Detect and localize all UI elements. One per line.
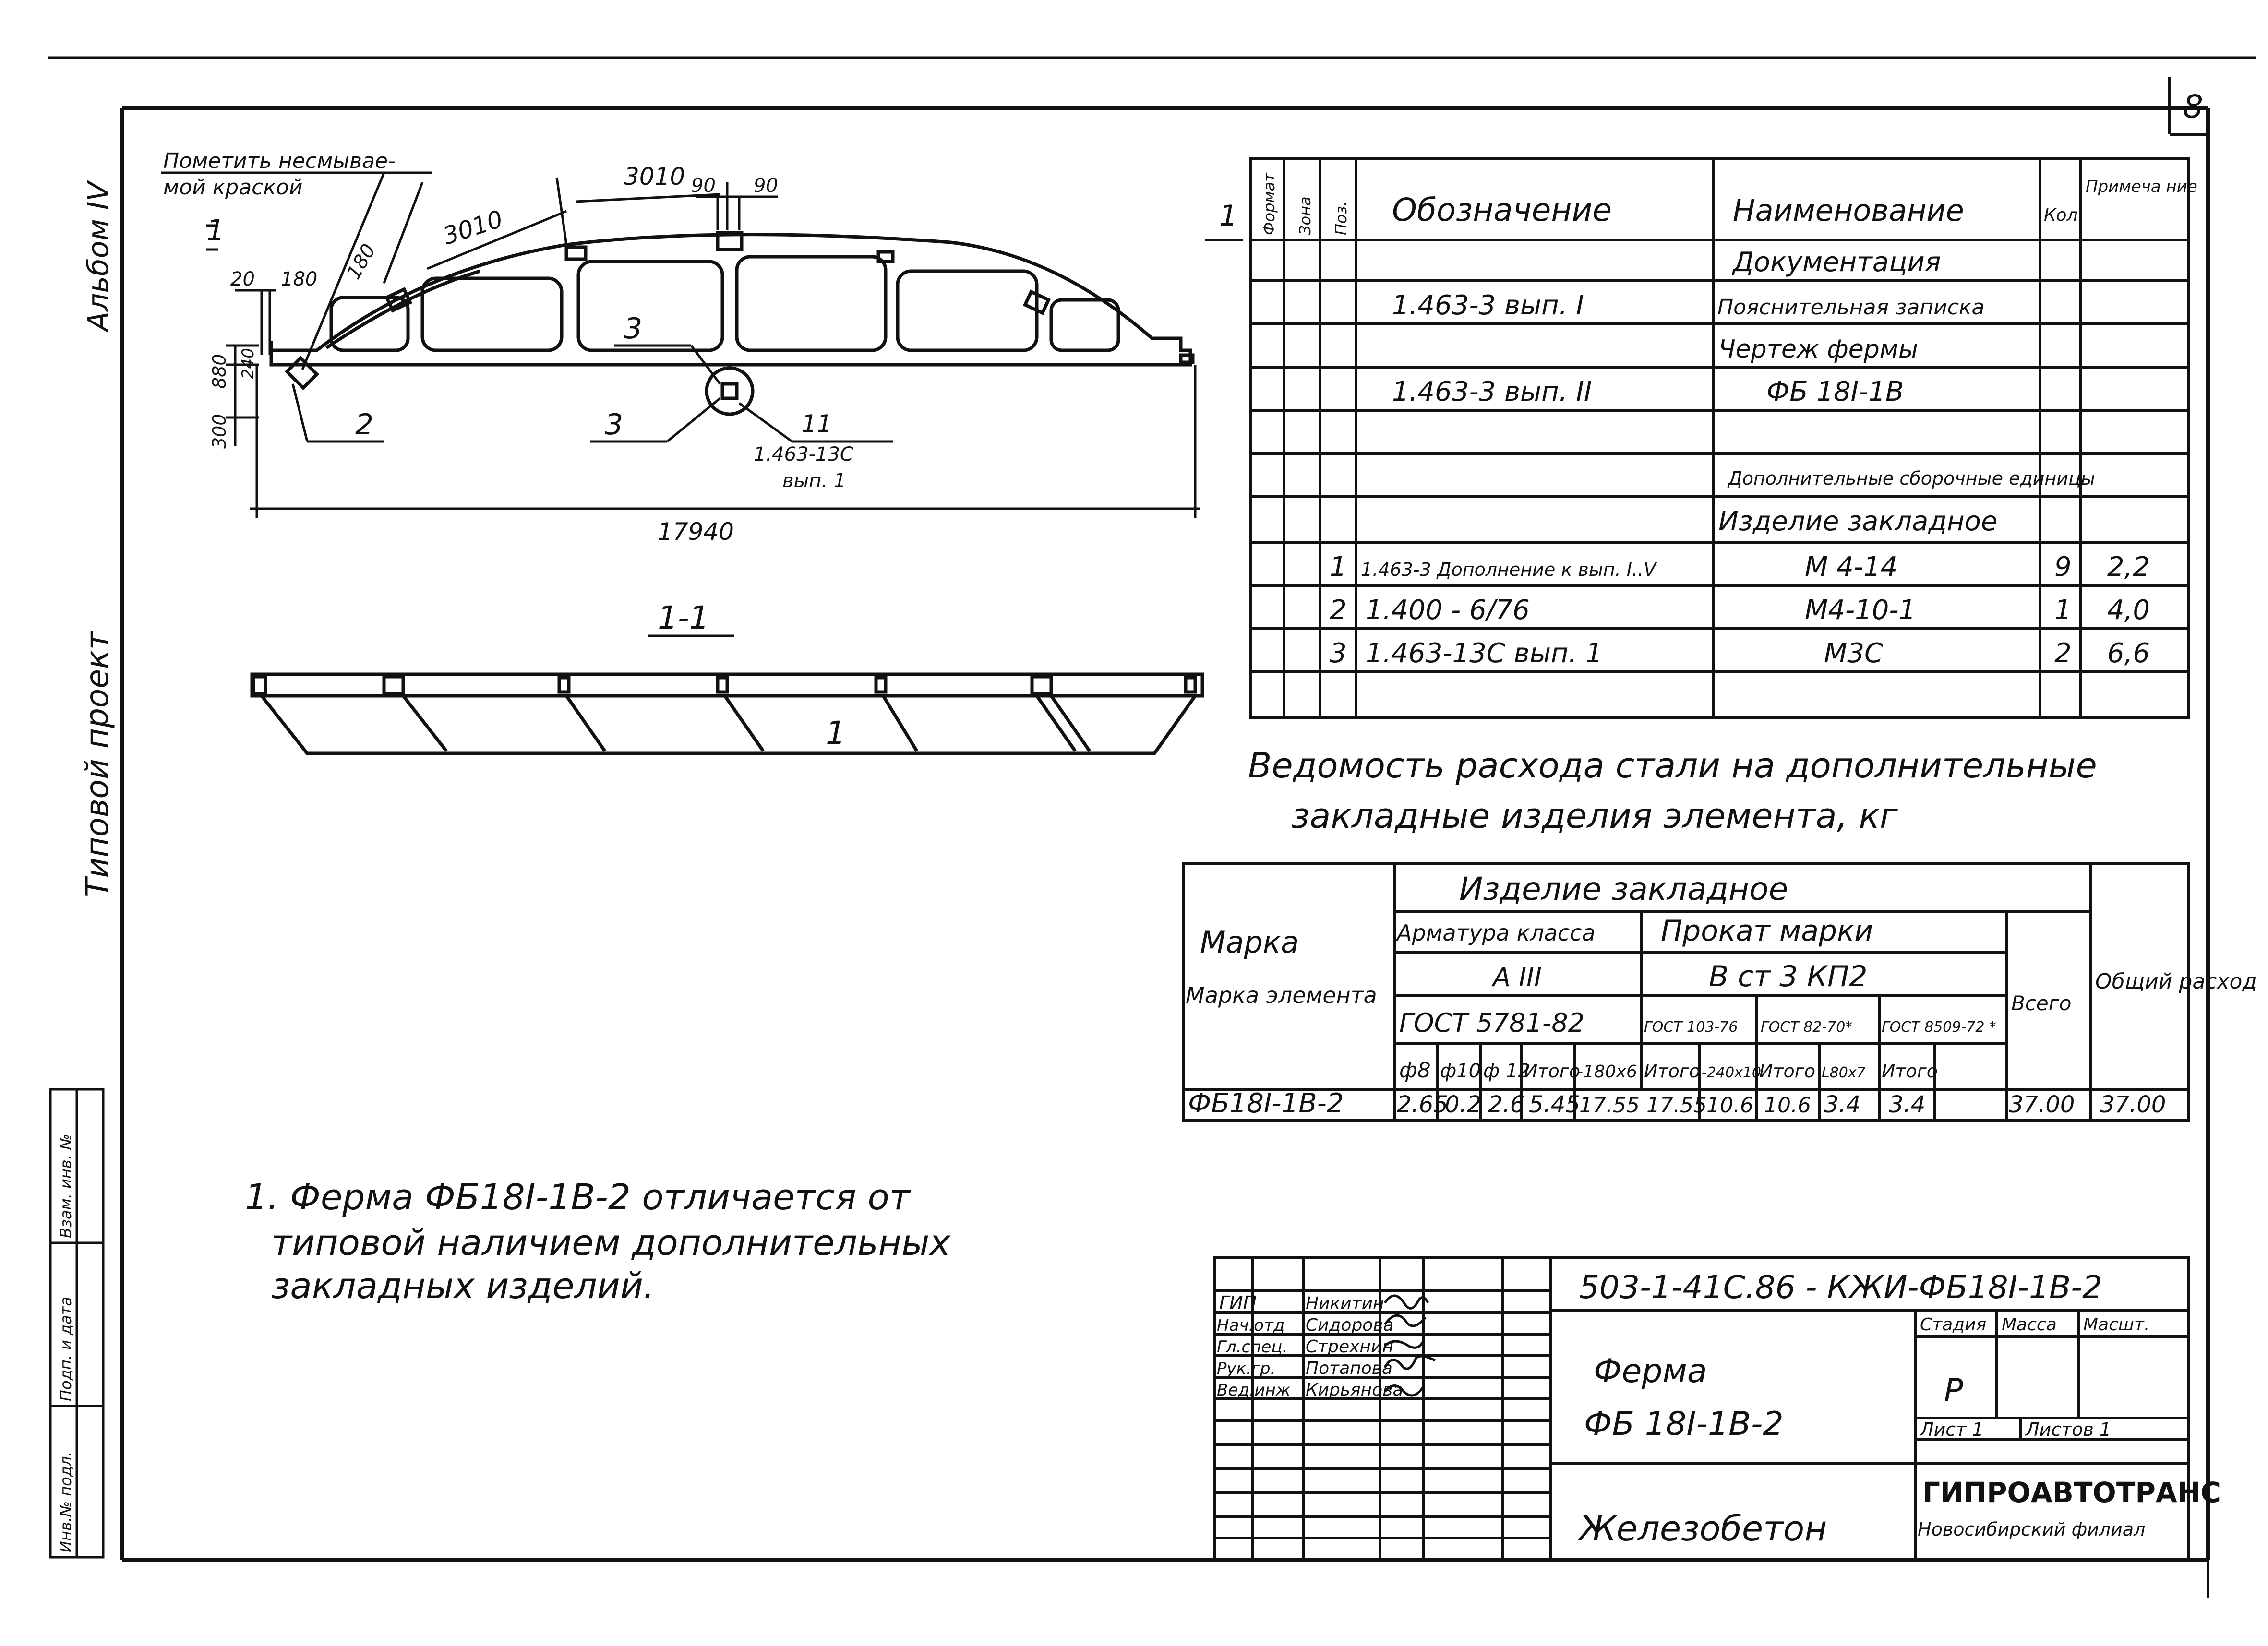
tb-stage: Р (1944, 1372, 1963, 1409)
stamp-sign: Подп. и дата (57, 1297, 75, 1401)
steel-h-general: Общий расход (2095, 969, 2257, 994)
spec-row-designation: 1.463-3 вып. II (1392, 376, 1592, 407)
project-label: Типовой проект (79, 631, 116, 897)
tb-role: Нач.отд (1217, 1316, 1285, 1335)
tb-org: ГИПРОАВТОТРАНС (1922, 1476, 2221, 1509)
spec-row-name: Дополнительные сборочные единицы (1728, 468, 2095, 489)
spec-h-designation: Обозначение (1392, 191, 1612, 228)
note-line-1: 1. Ферма ФБ18I-1В-2 отличается от (245, 1177, 910, 1218)
steel-cell: 10.6 (1764, 1093, 1811, 1118)
dim-300: 300 (209, 414, 230, 449)
album-label: Альбом IV (82, 181, 115, 331)
dim-180-top: 180 (342, 240, 380, 283)
spec-h-name: Наименование (1733, 193, 1964, 228)
spec-row-designation: 1.463-13С вып. 1 (1366, 638, 1603, 669)
note-line-3: закладных изделий. (271, 1265, 655, 1307)
detail-ref-code: 1.463-13С (754, 443, 853, 465)
section-pos-label: 1 (826, 715, 846, 751)
spec-rows (1330, 247, 2150, 669)
tb-stage-label: Стадия (1920, 1315, 1987, 1335)
steel-h-mark-full: Марка элемента (1186, 982, 1377, 1008)
dim-20: 20 (230, 268, 255, 290)
tb-code: 503-1-41С.86 - КЖИ-ФБ18I-1В-2 (1579, 1269, 2102, 1306)
spec-row-name: ФБ 18I-1В (1766, 376, 1904, 407)
tb-sheet: Лист 1 (1920, 1419, 1984, 1440)
steel-h-gost-c: ГОСТ 8509-72 * (1882, 1019, 1997, 1036)
dim-880: 880 (209, 354, 230, 389)
tb-name: Стрехнин (1306, 1337, 1393, 1357)
callout-3-upper: 3 (624, 312, 643, 346)
spec-table (1205, 158, 2189, 717)
steel-h-gost-b: ГОСТ 82-70* (1761, 1019, 1853, 1036)
steel-h-gost-a: ГОСТ 103-76 (1644, 1019, 1738, 1036)
steel-data-row (1188, 1088, 2166, 1119)
tb-scale-label: Масшт. (2083, 1315, 2150, 1335)
sheet-frame (48, 58, 2256, 1598)
spec-row-pos: 2 (1330, 595, 1347, 626)
tb-name: Никитин (1306, 1294, 1384, 1313)
dim-length: 17940 (658, 518, 734, 546)
tb-name: Потапова (1306, 1359, 1392, 1378)
steel-subhead: Итого (1644, 1061, 1701, 1082)
spec-h-note: Примеча ние (2086, 177, 2197, 196)
steel-subhead: Итого (1882, 1061, 1938, 1082)
steel-h-mark: Марка (1200, 925, 1299, 960)
paint-note-2: мой краской (163, 175, 303, 200)
stamp-inv: Инв.№ подл. (57, 1451, 75, 1552)
steel-title-2: закладные изделия элемента, кг (1291, 796, 1898, 836)
spec-row-pos: 3 (1330, 638, 1347, 669)
tb-object-2: ФБ 18I-1В-2 (1584, 1405, 1784, 1443)
steel-row-mark: ФБ18I-1В-2 (1188, 1088, 1344, 1119)
elev-section-mark: 1 (206, 214, 225, 247)
tb-role: Гл.спец. (1217, 1337, 1288, 1357)
spec-row-name: М4-10-1 (1805, 595, 1916, 626)
steel-cell: 3.4 (1824, 1091, 1861, 1118)
spec-row-name: Изделие закладное (1718, 506, 1998, 537)
section-view (252, 674, 1202, 753)
tb-material: Железобетон (1579, 1508, 1827, 1549)
steel-h-rebar-grade: А III (1493, 962, 1542, 992)
truss-elevation (271, 233, 1193, 414)
tb-object-1: Ферма (1594, 1352, 1707, 1390)
spec-row-name: М 4-14 (1805, 551, 1898, 583)
spec-row-qty: 2 (2054, 638, 2072, 669)
steel-h-rolled-grade: В ст 3 КП2 (1709, 960, 1868, 993)
spec-h-pos: Поз. (1332, 201, 1350, 235)
detail-ref-num: 11 (802, 410, 832, 438)
steel-h-rebar-gost: ГОСТ 5781-82 (1399, 1008, 1585, 1038)
steel-cell: 2.6 (1488, 1091, 1525, 1118)
steel-cell-total: 37.00 (2009, 1091, 2075, 1118)
dim-240: 240 (239, 348, 258, 379)
note-line-2: типовой наличием дополнительных (271, 1222, 951, 1264)
tb-name: Кирьянова (1306, 1380, 1404, 1400)
tb-mass-label: Масса (2002, 1315, 2057, 1335)
tb-role: ГИП (1219, 1292, 1257, 1313)
steel-subhead: -180х6 (1577, 1062, 1637, 1082)
elevation-dimensions (161, 173, 1200, 518)
spec-row-note: 6,6 (2107, 638, 2150, 669)
spec-row-name: Документация (1733, 247, 1941, 278)
dim-90-a: 90 (691, 175, 716, 197)
steel-subhead: ф8 (1399, 1058, 1431, 1083)
tb-branch: Новосибирский филиал (1918, 1519, 2146, 1540)
steel-subhead: -240х10 (1702, 1064, 1762, 1081)
spec-row-designation: 1.463-3 вып. I (1392, 290, 1584, 321)
spec-row-name: Чертеж фермы (1718, 335, 1919, 364)
steel-subhead: Итого (1524, 1061, 1581, 1082)
dim-3010-left: 3010 (439, 204, 506, 250)
steel-cell: 10.6 (1706, 1093, 1753, 1118)
steel-cell: 17.55 (1579, 1093, 1640, 1118)
spec-row-qty: 9 (2054, 551, 2072, 583)
spec-row-name: Пояснительная записка (1717, 295, 1985, 320)
spec-mark: 1 (1219, 199, 1238, 233)
tb-name: Сидорова (1306, 1315, 1394, 1335)
steel-h-item: Изделие закладное (1459, 871, 1788, 907)
callout-2: 2 (355, 408, 374, 441)
title-block-roles (1217, 1292, 1404, 1400)
stamp-replace: Взам. инв. № (57, 1133, 75, 1238)
dim-180-small: 180 (281, 268, 318, 290)
tb-role: Вед.инж (1217, 1381, 1291, 1400)
sheet-number: 8 (2183, 88, 2203, 125)
callout-3-lower: 3 (605, 408, 624, 441)
steel-cell: 3.4 (1889, 1091, 1926, 1118)
spec-row-note: 2,2 (2107, 551, 2150, 583)
steel-title-1: Ведомость расхода стали на дополнительные (1248, 745, 2097, 786)
tb-role: Рук.гр. (1217, 1359, 1276, 1378)
spec-row-name: М3С (1824, 638, 1884, 669)
spec-row-designation: 1.400 - 6/76 (1366, 595, 1530, 626)
steel-h-rolled: Прокат марки (1661, 914, 1873, 948)
spec-row-note: 4,0 (2107, 595, 2150, 626)
steel-subhead: ф 12 (1483, 1060, 1530, 1082)
steel-cell: 5.45 (1529, 1091, 1580, 1118)
steel-subhead: ф10 (1440, 1060, 1481, 1082)
spec-row-designation: 1.463-3 Дополнение к вып. I..V (1361, 559, 1656, 580)
steel-cell: 17.55 (1646, 1093, 1707, 1118)
spec-h-format: Формат (1260, 173, 1278, 235)
detail-ref-issue: вып. 1 (782, 470, 846, 492)
steel-cell: 2.65 (1397, 1091, 1448, 1118)
steel-subhead: Итого (1759, 1061, 1816, 1082)
tb-sheets: Листов 1 (2026, 1419, 2112, 1440)
spec-h-zone: Зона (1296, 196, 1314, 235)
dim-3010-right: 3010 (624, 163, 685, 191)
steel-subheads (1399, 1058, 1938, 1083)
paint-note-1: Пометить несмывае- (163, 149, 396, 173)
steel-cell: 0.2 (1445, 1091, 1482, 1118)
steel-h-total: Всего (2011, 991, 2072, 1015)
spec-h-qty: Кол. (2044, 205, 2084, 225)
steel-cell-general: 37.00 (2100, 1091, 2166, 1118)
dim-90-b: 90 (754, 175, 778, 197)
spec-row-pos: 1 (1330, 551, 1347, 583)
steel-h-rebar-class: Арматура класса (1397, 920, 1596, 946)
section-title: 1-1 (658, 599, 709, 636)
steel-subhead: L80х7 (1822, 1064, 1866, 1081)
spec-row-qty: 1 (2054, 595, 2072, 626)
